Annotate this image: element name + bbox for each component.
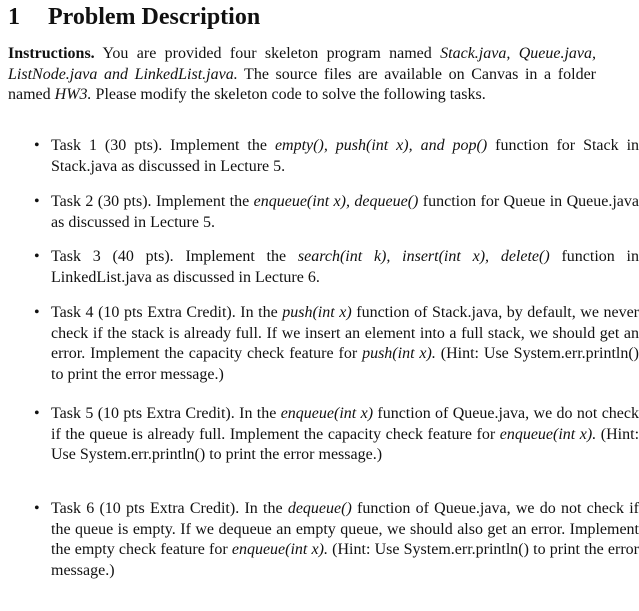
instructions-text-a: You are provided four skeleton program named [94,45,441,62]
task-item-1 [8,136,639,177]
bullet-icon: • [34,304,40,321]
instructions-text-c: Please modify the skeleton code to solve the following tasks. [91,86,486,103]
task-text: Task 6 (10 pts Extra Credit). In the [51,500,288,517]
task-item-3 [8,247,639,288]
section-heading [8,2,260,32]
task-item-4 [8,303,639,385]
task-text: function of Stack.java, by default, we never check if the stack is already full. If we insert an element into a full stack, we should get an error. Implement the capacity check feature for [51,304,639,362]
section-title: Problem Description [48,4,261,30]
task-text: Task 3 (40 pts). Implement the [51,248,298,265]
task-text: Task 1 (30 pts). Implement the [51,137,275,154]
bullet-icon: • [34,405,40,422]
instructions-files: Stack.java, Queue.java, ListNode.java and LinkedList.java. [8,45,597,83]
task-text: (Hint: Use System.err.println() to print the error message.) [51,541,639,579]
bullet-icon: • [34,193,40,210]
task-item-2 [8,192,639,233]
section-number: 1 [8,4,20,30]
task-text: function of Queue.java, we do not check if the queue is empty. If we dequeue an empty queue, we should also get an error. Implement the empty check feature for [51,500,639,558]
task-code: empty(), push(int x), and pop() [274,137,488,154]
bullet-icon: • [34,137,40,154]
task-code: search(int k), insert(int x), delete() [297,248,550,265]
task-code: enqueue(int x) [280,405,374,422]
task-code: enqueue(int x), dequeue() [253,193,419,210]
task-text: (Hint: Use System.err.println() to print the error message.) [51,345,639,383]
task-item-6 [8,499,639,581]
task-text: function for Queue in Queue.java as discussed in Lecture 5. [51,193,639,231]
task-code: enqueue(int x). [499,425,597,443]
instructions-paragraph [8,44,596,106]
task-item-5 [8,404,639,466]
task-text: (Hint: Use System.err.println() to print the error message.) [51,425,639,463]
instructions-lead: Instructions. [8,45,95,62]
task-code: push(int x) [282,304,352,321]
bullet-icon: • [34,500,40,517]
task-text: Task 4 (10 pts Extra Credit). In the [51,304,283,321]
instructions-text-b: The source files are available on Canvas in a folder named [8,65,596,103]
task-text: Task 2 (30 pts). Implement the [51,193,254,210]
bullet-icon: • [34,248,40,265]
task-text: function of Queue.java, we do not check if the queue is already full. Implement the capacity check feature for [51,405,639,443]
task-code: dequeue() [287,500,352,517]
task-code: enqueue(int x). [231,541,328,558]
instructions-folder: HW3. [54,86,92,103]
task-text: Task 5 (10 pts Extra Credit). In the [51,405,281,422]
task-text: function in LinkedList.java as discussed in Lecture 6. [51,248,639,286]
task-text: function for Stack in Stack.java as discussed in Lecture 5. [51,137,639,175]
task-code: push(int x). [362,345,436,362]
